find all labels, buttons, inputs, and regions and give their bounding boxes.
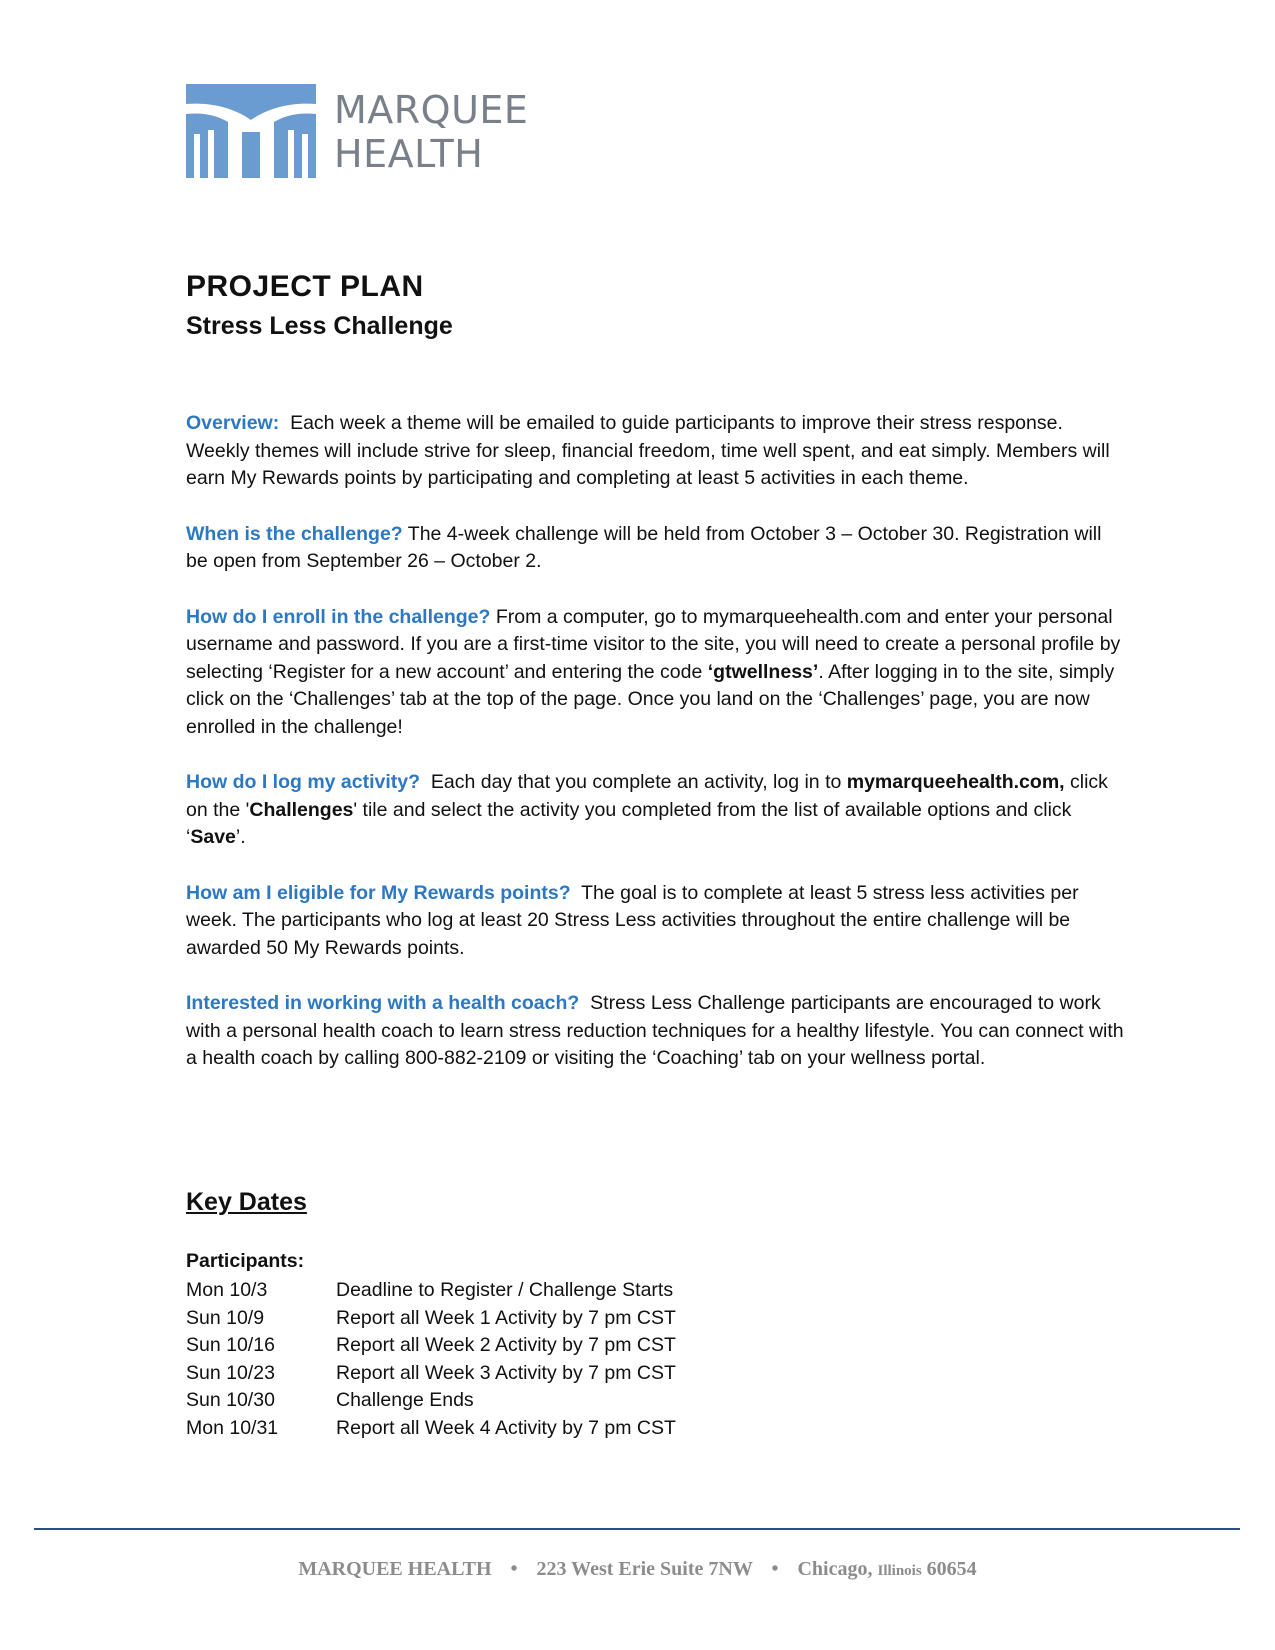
coach-text: Stress Less Challenge participants are encouraged to work with a personal health coach to learn stress reduction techniques for a healthy lifestyle. You can connect with a health coach by calling 800-882-2109 or visiting the ‘Coaching’ tab on your wellness portal.: [186, 992, 1124, 1069]
footer-address: 223 West Erie Suite 7NW: [536, 1558, 753, 1580]
log-label: How do I log my activity?: [186, 771, 421, 793]
key-date-event: Deadline to Register / Challenge Starts: [336, 1279, 674, 1301]
overview-paragraph: [186, 410, 1126, 493]
enroll-label: How do I enroll in the challenge?: [186, 605, 491, 628]
logo-line-2: HEALTH: [334, 132, 484, 176]
eligible-paragraph: [186, 880, 1126, 963]
key-dates-list: [186, 1277, 676, 1442]
logo-line-1: MARQUEE: [334, 88, 529, 132]
logo-wordmark: [334, 88, 528, 176]
log-text-4: ’.: [235, 826, 246, 848]
overview-text: Each week a theme will be emailed to guide participants to improve their stress response. Weekly themes will include strive for sleep, financial freedom, time well spent, and eat simply. Members will earn My Rewards points by participating and completing at least 5 activities in each theme.: [186, 412, 1110, 489]
footer-rule: [34, 1528, 1240, 1530]
key-date: Sun 10/23: [186, 1361, 275, 1384]
footer-zip: 60654: [926, 1558, 977, 1580]
eligible-label: How am I eligible for My Rewards points?: [186, 881, 571, 904]
marquee-health-logo-icon: [186, 84, 316, 178]
key-date-event: Report all Week 3 Activity by 7 pm CST: [336, 1361, 676, 1384]
key-date: Mon 10/31: [186, 1416, 279, 1439]
document-subtitle: Stress Less Challenge: [186, 312, 453, 340]
enroll-code: ‘gtwellness’: [707, 660, 819, 683]
log-text-2: click on the ': [186, 771, 1108, 821]
key-dates-heading: Key Dates: [186, 1188, 307, 1216]
key-date: Sun 10/30: [186, 1389, 275, 1411]
key-date-event: Report all Week 2 Activity by 7 pm CST: [336, 1334, 676, 1356]
marquee-health-logo: [186, 84, 546, 184]
when-label: When is the challenge?: [186, 522, 403, 545]
footer-city: Chicago,: [797, 1558, 873, 1580]
key-date: Sun 10/9: [186, 1306, 265, 1329]
log-site: mymarqueehealth.com,: [846, 771, 1065, 793]
participants-label: Participants:: [186, 1250, 305, 1272]
overview-label: Overview:: [186, 412, 280, 434]
key-date-row: [186, 1415, 676, 1443]
key-date-event: Challenge Ends: [336, 1389, 474, 1411]
when-text: The 4-week challenge will be held from October 3 – October 30. Registration will be open from September 26 – October 2.: [186, 522, 1102, 572]
log-save: Save: [190, 826, 236, 848]
key-date-event: Report all Week 4 Activity by 7 pm CST: [336, 1416, 676, 1439]
log-text-3: ' tile and select the activity you completed from the list of available options and click ‘: [186, 798, 1072, 848]
key-date-row: [186, 1360, 676, 1388]
coach-label: Interested in working with a health coach?: [186, 992, 580, 1014]
document-body: [186, 410, 1126, 1101]
key-date-row: [186, 1332, 676, 1360]
key-date-event: Report all Week 1 Activity by 7 pm CST: [336, 1306, 676, 1329]
coach-paragraph: [186, 990, 1126, 1073]
log-tile: Challenges: [249, 798, 354, 821]
enroll-text-2: . After logging in to the site, simply click on the ‘Challenges’ tab at the top of the page. Once you land on the ‘Challenges’ page, you are now enrolled in the challenge!: [186, 660, 1115, 738]
footer-separator: •: [771, 1558, 779, 1580]
key-date: Sun 10/16: [186, 1334, 275, 1356]
when-paragraph: [186, 521, 1126, 576]
footer-separator: •: [510, 1558, 518, 1580]
key-date: Mon 10/3: [186, 1279, 268, 1301]
enroll-paragraph: [186, 604, 1126, 742]
enroll-text-1: From a computer, go to mymarqueehealth.com and enter your personal username and password. If you are a first-time visitor to the site, you will need to create a personal profile by selecting ‘Register for a new account’ and entering the code: [186, 605, 1121, 683]
footer: [0, 1558, 1275, 1581]
eligible-text: The goal is to complete at least 5 stress less activities per week. The participants who log at least 20 Stress Less activities throughout the entire challenge will be awarded 50 My Rewards points.: [186, 881, 1079, 959]
key-date-row: [186, 1277, 676, 1305]
document-title: PROJECT PLAN: [186, 270, 424, 303]
log-text-1: Each day that you complete an activity, log in to: [430, 771, 847, 793]
footer-org: MARQUEE HEALTH: [298, 1558, 492, 1580]
footer-state: Illinois: [877, 1563, 922, 1579]
key-date-row: [186, 1387, 676, 1415]
log-paragraph: [186, 769, 1126, 852]
key-date-row: [186, 1305, 676, 1333]
